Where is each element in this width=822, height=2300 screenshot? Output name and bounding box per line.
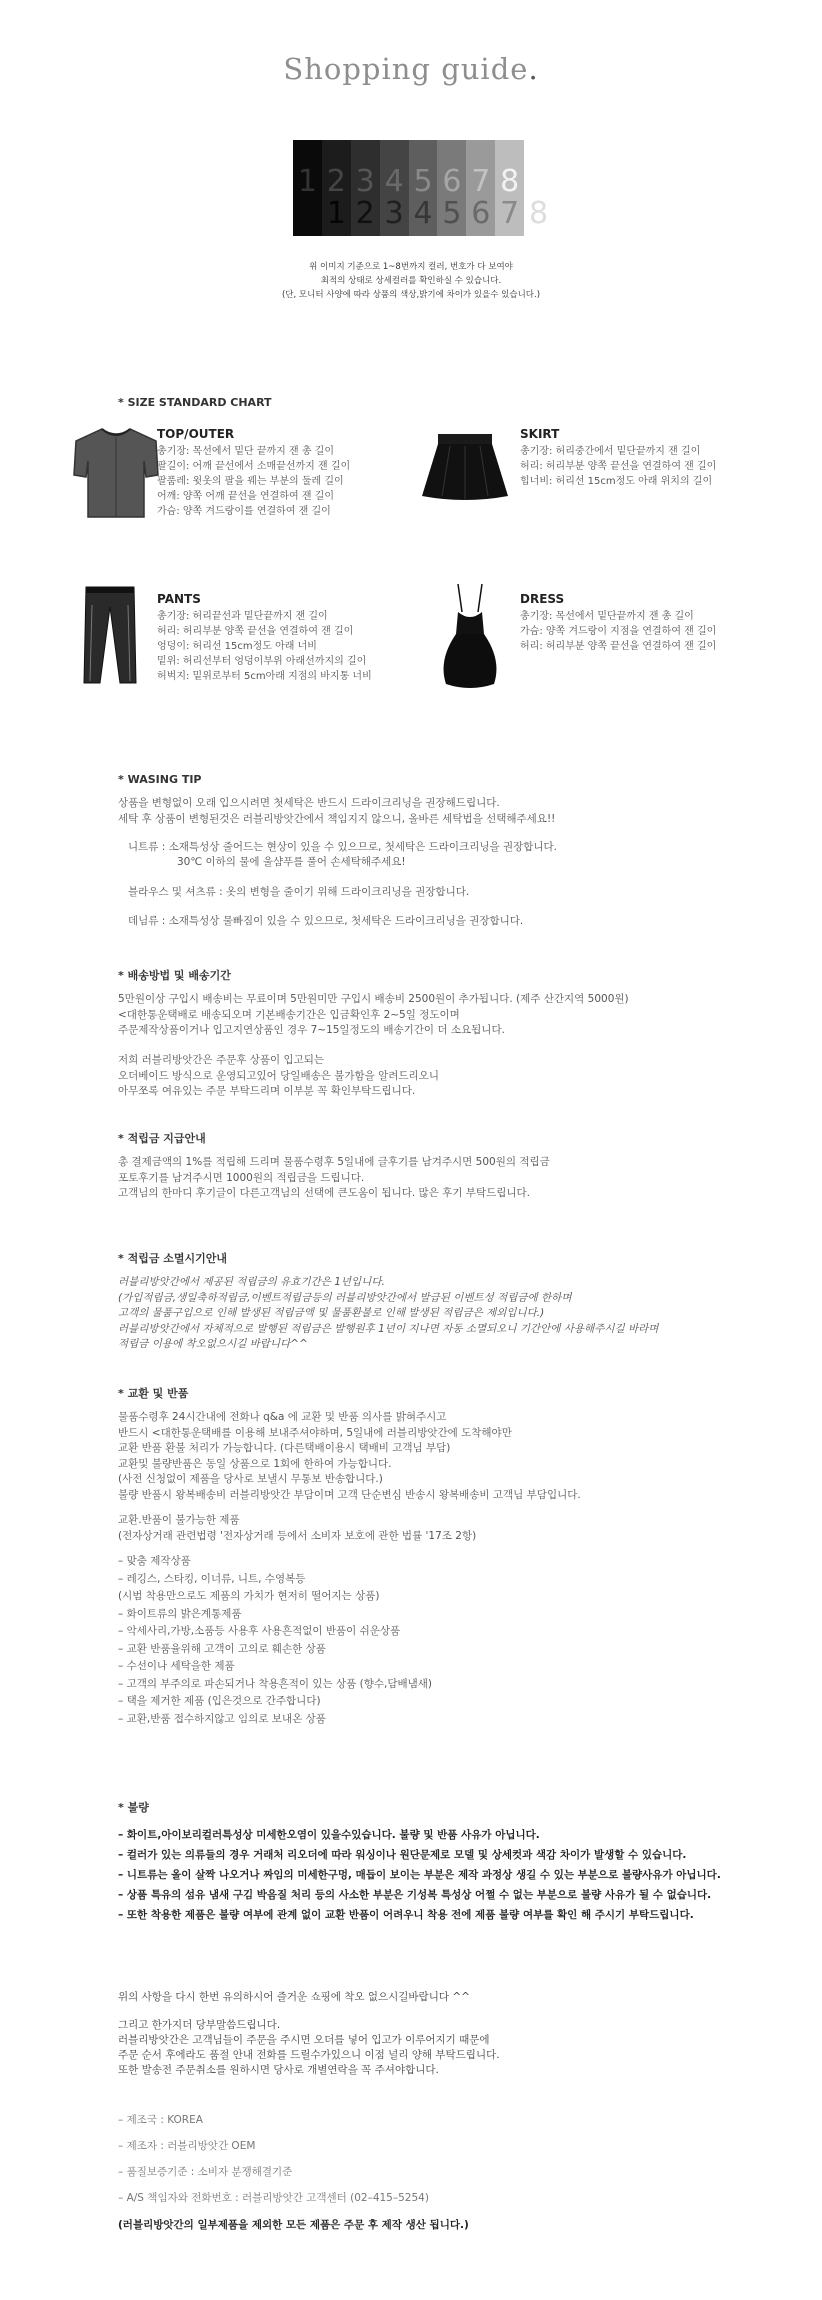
swatch-number-bottom: 6: [471, 196, 491, 231]
size-block-top-outer: [157, 427, 350, 519]
info-made-to-order: (러블리방앗간의 일부제품을 제외한 모든 제품은 주문 후 제작 생산 됩니다.): [118, 2219, 469, 2231]
size-item-line: 총기장: 허리중간에서 밑단끝까지 잰 길이: [520, 446, 701, 457]
size-item-line: 허리: 허리부분 양쪽 끝선을 연결하여 잰 길이: [520, 461, 717, 472]
swatch-number-bottom: 7: [500, 196, 520, 231]
defect-list: – 화이트,아이보리컬러특성상 미세한오염이 있을수있습니다. 불량 및 반품 사유가 아닙니다. – 컬러가 있는 의류들의 경우 거래처 리오더에 따라 워싱이나 원단문제로 모델 및 상세컷과 색감 차이가 발생할 수 있습니다. – 니트류는 올이 살짝 나오거나 짜임의 미세한구멍, 매듭이 보이는 부분은 제작 과정상 생길 수 있는 부분으로 불량사유가 아닙니다. – 상품 특유의 섬유 냄새 구김 박음질 처리 등의 사소한 부분은 기성복 특성상 어쩔 수 없는 부분으로 불량 사유가 될 수 없습니다. – 또한 착용한 제품은 불량 여부에 관계 없이 교환 반품이 어려우니 착용 전에 제품 불량 여부를 확인 해 주시기 부탁드립니다.: [118, 1829, 721, 1921]
exchange-not-allowed: 교환.반품이 불가능한 제품 (전자상거래 관련법령 '전자상거래 등에서 소비자 보호에 관한 법률 '17조 2항): [118, 1514, 477, 1542]
washing-knit-note: 30℃ 이하의 물에 울샴푸를 풀어 손세탁해주세요!: [177, 856, 406, 868]
color-swatch: [322, 140, 351, 236]
size-item-name: TOP/OUTER: [157, 427, 235, 441]
size-item-line: 가슴: 양쪽 겨드랑이 지점을 연결하여 잰 길이: [520, 626, 717, 637]
size-block-skirt: [520, 427, 716, 489]
washing-knit: 니트류 : 소재특성상 줄어드는 현상이 있을 수 있으므로, 첫세탁은 드라이크리닝을 권장합니다.: [128, 841, 558, 853]
washing-blouse: 블라우스 및 셔츠류 : 옷의 변형을 줄이기 위해 드라이크리닝을 권장합니다.: [128, 886, 470, 898]
size-block-pants: [157, 592, 372, 684]
size-item-line: 가슴: 양쪽 겨드랑이를 연결하여 잰 길이: [157, 506, 331, 517]
pants-illustration: [80, 585, 140, 685]
title-text: Shopping guide: [283, 52, 529, 86]
color-chart-note: [0, 260, 822, 302]
size-block-dress: [520, 592, 716, 654]
size-item-line: 엉덩이: 허리선 15cm정도 아래 너비: [157, 641, 317, 652]
color-swatch: [437, 140, 466, 236]
size-item-line: 팔길이: 어깨 끝선에서 소매끝선까지 잰 길이: [157, 461, 351, 472]
page-title: [0, 52, 822, 86]
note-line: (단, 모니터 사양에 따라 상품의 색상,밝기에 차이가 있을수 있습니다.): [281, 290, 541, 300]
size-item-line: 허리: 허리부분 양쪽 끝선을 연결하여 잰 길이: [520, 641, 717, 652]
size-item-line: 허리: 허리부분 양쪽 끝선을 연결하여 잰 길이: [157, 626, 354, 637]
points-info: 총 결제금액의 1%를 적립해 드리며 물품수령후 5일내에 글후기를 남겨주시면 500원의 적립금 포토후기를 남겨주시면 1000원의 적립금을 드립니다. 고객님의 한마디 후기글이 다른고객님의 선택에 큰도움이 됩니다. 많은 후기 부탁드립니다.: [118, 1156, 550, 1199]
size-item-name: PANTS: [157, 592, 201, 606]
size-item-line: 허벅지: 밑위로부터 5cm아래 지점의 바지통 너비: [157, 671, 372, 682]
color-swatch: [409, 140, 438, 236]
delivery-notice: 저희 러블리방앗간은 주문후 상품이 입고되는 오더베이드 방식으로 운영되고있어 당일배송은 불가함을 알려드리오니 아무쪼록 여유있는 주문 부탁드리며 이부분 꼭 확인부탁드립니다.: [118, 1054, 439, 1097]
closing-note: 위의 사항을 다시 한번 유의하시어 즐거운 쇼핑에 착오 없으시길바랍니다 ^^: [118, 1991, 470, 2003]
swatch-number-bottom: 2: [355, 196, 375, 231]
expiry-heading: * 적립금 소멸시기안내: [118, 1252, 228, 1265]
swatch-number-top: 1: [297, 164, 317, 199]
size-item-line: 팔품레: 윗옷의 팔을 꿰는 부분의 둘레 길이: [157, 476, 344, 487]
size-item-line: 힙너비: 허리선 15cm정도 아래 위치의 길이: [520, 476, 713, 487]
exchange-info: 물품수령후 24시간내에 전화나 q&a 에 교환 및 반품 의사를 밝혀주시고 반드시 <대한통운택배를 이용해 보내주셔야하며, 5일내에 러블리방앗간에 도착해야만 교환 반품 환불 처리가 가능합니다. (다른택배이용시 택배비 고객님 부담) 교환및 불량반품은 동일 상품으로 1회에 한하여 가능합니다. (사전 신청없이 제품을 당사로 보낼시 무통보 반송합니다.) 불량 반품시 왕복배송비 러블리방앗간 부담이며 고객 단순변심 반송시 왕복배송비 고객님 부담입니다.: [118, 1411, 581, 1501]
delivery-heading: * 배송방법 및 배송기간: [118, 969, 231, 982]
note-line: 위 이미지 기준으로 1~8번까지 컬러, 번호가 다 보여야: [309, 262, 513, 272]
swatch-number-bottom: 5: [442, 196, 462, 231]
info-maker: – 제조자 : 러블리방앗간 OEM: [118, 2140, 256, 2152]
swatch-number-top: 3: [355, 164, 375, 199]
swatch-number-top: 6: [442, 164, 462, 199]
swatch-number-bottom: 4: [413, 196, 433, 231]
size-item-name: SKIRT: [520, 427, 560, 441]
size-item-line: 총기장: 목선에서 밑단 끝까지 잰 총 길이: [157, 446, 335, 457]
info-quality: – 품질보증기준 : 소비자 분쟁해결기준: [118, 2166, 293, 2178]
color-swatch: [524, 140, 553, 236]
swatch-number-top: 8: [500, 164, 520, 199]
size-item-line: 밑위: 허리선부터 엉덩이부위 아래선까지의 길이: [157, 656, 367, 667]
closing-request: 그리고 한가지더 당부말씀드립니다. 러블리방앗간은 고객님들이 주문을 주시면 오더를 넣어 입고가 이루어지기 때문에 주문 순서 후에라도 품절 안내 전화를 드릴수가있으니 이점 널리 양해 부탁드립니다. 또한 발송전 주문취소를 원하시면 당사로 개별연락을 꼭 주셔야합니다.: [118, 2019, 500, 2076]
swatch-number-bottom: 1: [326, 196, 346, 231]
defect-heading: * 불량: [118, 1801, 149, 1814]
color-swatch: [466, 140, 495, 236]
swatch-number-bottom: 3: [384, 196, 404, 231]
note-line: 최적의 상태로 상세컬러를 확인하실 수 있습니다.: [320, 276, 502, 286]
swatch-number-top: 7: [471, 164, 491, 199]
size-item-name: DRESS: [520, 592, 565, 606]
skirt-illustration: [420, 432, 510, 502]
info-country: – 제조국 : KOREA: [118, 2114, 203, 2126]
size-item-line: 총기장: 허리끝선과 밑단끝까지 잰 길이: [157, 611, 328, 622]
top-outer-illustration: [70, 425, 162, 520]
info-as-contact: – A/S 책임자와 전화번호 : 러블리방앗간 고객센터 (02–415–5254): [118, 2192, 429, 2204]
washing-heading: * WASING TIP: [118, 773, 202, 786]
swatch-number-top: 4: [384, 164, 404, 199]
color-swatch: [380, 140, 409, 236]
washing-intro: 상품을 변형없이 오래 입으시려면 첫세탁은 반드시 드라이크리닝을 권장해드립니다. 세탁 후 상품이 변형된것은 러블리방앗간에서 책임지지 않으니, 올바른 세탁법을 선택해주세요!!: [118, 797, 556, 825]
swatch-number-top: 2: [326, 164, 346, 199]
expiry-info: 러블리방앗간에서 제공된 적립금의 유효기간은 1년입니다. (가입적립금,생일축하적립금,이벤트적립금등의 러블리방앗간에서 발급된 이벤트성 적립금에 한하며 고객의 물품구입으로 인해 발생된 적립금액 및 물품환불로 인해 발생된 적립금은 제외입니다.) 러블리방앗간에서 자체적으로 발행된 적립금은 발행원후 1년이 지나면 자동 소멸되오니 기간안에 사용해주시길 바라며 적립금 이용에 착오없으시길 바랍니다^^: [118, 1276, 659, 1350]
exchange-heading: * 교환 및 반품: [118, 1387, 189, 1400]
color-swatch: [351, 140, 380, 236]
dress-illustration: [440, 582, 500, 690]
delivery-info: 5만원이상 구입시 배송비는 무료이며 5만원미만 구입시 배송비 2500원이 추가됩니다. (제주 산간지역 5000원) <대한통운택배로 배송되오며 기본배송기간은 입금확인후 2~5일 정도이며 주문제작상품이거나 입고지연상품인 경우 7~15일정도의 배송기간이 더 소요됩니다.: [118, 993, 629, 1036]
title-dot: .: [528, 52, 539, 86]
color-swatch: [293, 140, 322, 236]
exchange-list: – 맞춤 제작상품 – 레깅스, 스타킹, 이너류, 니트, 수영복등 (시범 착용만으로도 제품의 가치가 현저히 떨어지는 상품) – 화이트류의 밝은계통제품 – 악세사리,가방,소품등 사용후 사용흔적없이 반품이 쉬운상품 – 교환 반품율위해 고객이 고의로 훼손한 상품 – 수선이나 세탁을한 제품 – 고객의 부주의로 파손되거나 착용흔적이 있는 상품 (향수,담배냄새) – 택을 제거한 제품 (입은것으로 간주합니다) – 교환,반품 접수하지않고 임의로 보내온 상품: [118, 1555, 433, 1725]
size-item-line: 총기장: 목선에서 밑단끝까지 잰 총 길이: [520, 611, 694, 622]
washing-denim: 데님류 : 소재특성상 물빠짐이 있을 수 있으므로, 첫세탁은 드라이크리닝을 권장합니다.: [128, 915, 524, 927]
swatch-number-bottom: 8: [529, 196, 549, 231]
points-heading: * 적립금 지급안내: [118, 1132, 206, 1145]
size-item-line: 어깨: 양쪽 어깨 끝선을 연결하여 잰 길이: [157, 491, 335, 502]
swatch-number-top: 5: [413, 164, 433, 199]
color-swatch: [495, 140, 524, 236]
size-chart-heading: * SIZE STANDARD CHART: [118, 396, 272, 409]
color-check-chart: [293, 140, 553, 236]
